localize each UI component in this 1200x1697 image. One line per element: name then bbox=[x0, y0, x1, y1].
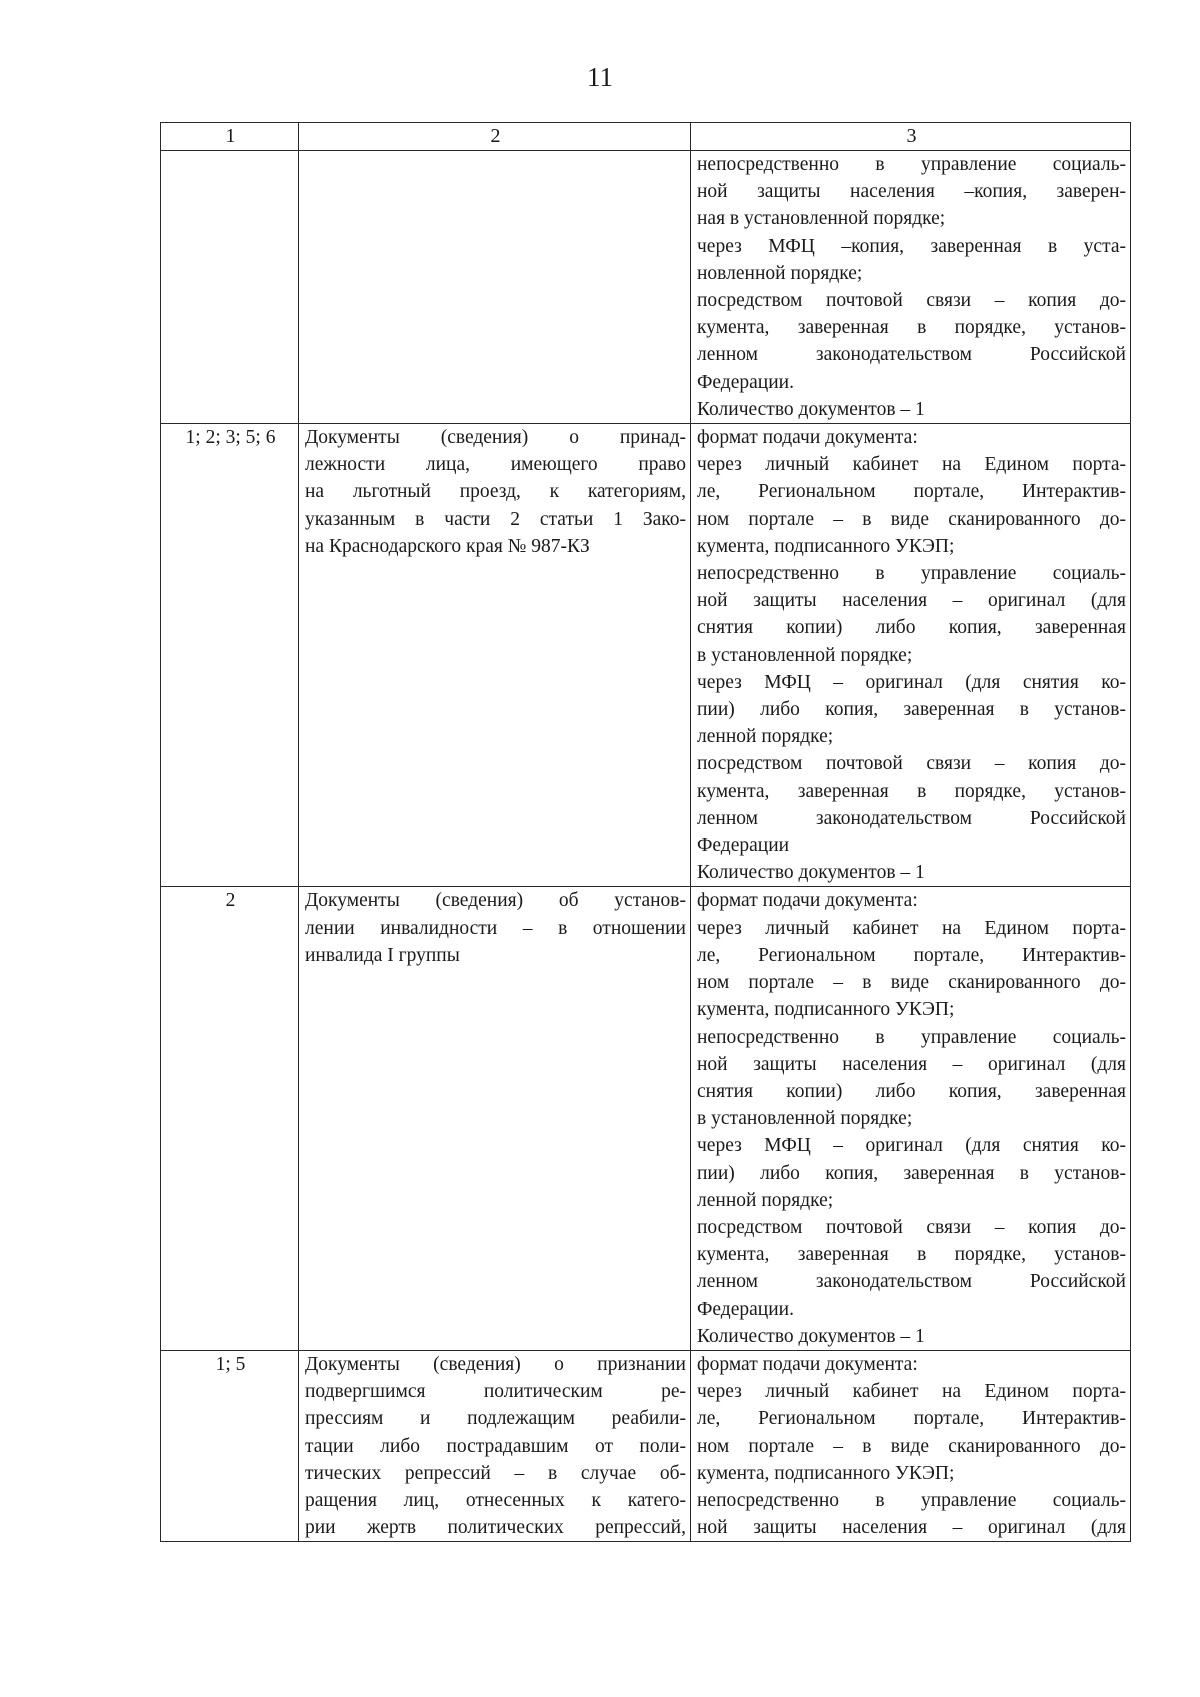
text-line: прессиям и подлежащим реабили- bbox=[305, 1408, 686, 1430]
text-line: пии) либо копия, заверенная в установ- bbox=[697, 699, 1126, 721]
page-number: 11 bbox=[587, 62, 613, 92]
text-line: через МФЦ –копия, заверенная в уста- bbox=[697, 235, 1126, 257]
text-line: Количество документов – 1 bbox=[697, 398, 925, 420]
header-cell-3: 3 bbox=[691, 123, 1131, 151]
row-number-cell bbox=[161, 151, 299, 424]
text-line: посредством почтовой связи – копия до- bbox=[697, 753, 1126, 775]
header-cell-1: 1 bbox=[161, 123, 299, 151]
text-line: тации либо пострадавшим от поли- bbox=[305, 1435, 686, 1457]
text-line: ном портале – в виде сканированного до- bbox=[697, 972, 1126, 994]
documents-table bbox=[160, 122, 1131, 1542]
text-line: непосредственно в управление социаль- bbox=[697, 1026, 1126, 1048]
text-line: через личный кабинет на Едином порта- bbox=[697, 454, 1126, 476]
text-line: ной защиты населения – оригинал (для bbox=[697, 590, 1126, 612]
text-line: кумента, подписанного УКЭП; bbox=[697, 999, 955, 1021]
text-line: ном портале – в виде сканированного до- bbox=[697, 508, 1126, 530]
text-line: кумента, заверенная в порядке, установ- bbox=[697, 780, 1126, 802]
text-line: Федерации. bbox=[697, 1298, 794, 1320]
text-line: через личный кабинет на Едином порта- bbox=[697, 1381, 1126, 1403]
text-line: ле, Региональном портале, Интерактив- bbox=[697, 481, 1126, 503]
document-name-cell bbox=[299, 424, 691, 887]
table-row bbox=[161, 1350, 1131, 1541]
text-line: ном портале – в виде сканированного до- bbox=[697, 1435, 1126, 1457]
submission-format-cell bbox=[691, 887, 1131, 1350]
text-line: кумента, заверенная в порядке, установ- bbox=[697, 317, 1126, 339]
text-line: в установленной порядке; bbox=[697, 1108, 913, 1130]
text-line: кумента, подписанного УКЭП; bbox=[697, 535, 955, 557]
text-line: ле, Региональном портале, Интерактив- bbox=[697, 1408, 1126, 1430]
table-body bbox=[161, 123, 1131, 1542]
text-line: Количество документов – 1 bbox=[697, 1325, 925, 1347]
text-line: Документы (сведения) об установ- bbox=[305, 890, 686, 912]
text-line: Документы (сведения) о признании bbox=[305, 1353, 686, 1375]
text-line: непосредственно в управление социаль- bbox=[697, 154, 1126, 175]
text-line: непосредственно в управление социаль- bbox=[697, 1489, 1126, 1511]
submission-format-cell bbox=[691, 151, 1131, 424]
text-line: в установленной порядке; bbox=[697, 644, 913, 666]
text-line: Количество документов – 1 bbox=[697, 862, 925, 884]
document-name-cell bbox=[299, 151, 691, 424]
text-line: лежности лица, имеющего право bbox=[305, 454, 686, 476]
text-line: посредством почтовой связи – копия до- bbox=[697, 1216, 1126, 1238]
text-line: новленной порядке; bbox=[697, 262, 863, 284]
row-number-cell: 1; 5 bbox=[161, 1350, 299, 1541]
document-name-cell bbox=[299, 1350, 691, 1541]
text-line: формат подачи документа: bbox=[697, 1353, 918, 1375]
text-line: кумента, заверенная в порядке, установ- bbox=[697, 1244, 1126, 1266]
text-line: кумента, подписанного УКЭП; bbox=[697, 1462, 955, 1484]
text-line: на Краснодарского края № 987-КЗ bbox=[305, 535, 590, 557]
text-line: на льготный проезд, к категориям, bbox=[305, 481, 686, 503]
text-line: указанным в части 2 статьи 1 Зако- bbox=[305, 508, 686, 530]
row-number-cell: 2 bbox=[161, 887, 299, 1350]
text-line: ленной порядке; bbox=[697, 1189, 834, 1211]
text-line: снятия копии) либо копия, заверенная bbox=[697, 1080, 1126, 1102]
table-row bbox=[161, 887, 1131, 1350]
text-line: ращения лиц, отнесенных к катего- bbox=[305, 1489, 686, 1511]
text-line: инвалида I группы bbox=[305, 944, 460, 966]
text-line: подвергшимся политическим ре- bbox=[305, 1381, 686, 1403]
table-header-row bbox=[161, 123, 1131, 151]
text-line: непосредственно в управление социаль- bbox=[697, 563, 1126, 585]
text-line: ленном законодательством Российской bbox=[697, 807, 1126, 829]
text-line: через МФЦ – оригинал (для снятия ко- bbox=[697, 1135, 1126, 1157]
submission-format-cell bbox=[691, 1350, 1131, 1541]
text-line: формат подачи документа: bbox=[697, 427, 918, 449]
text-line: ной защиты населения –копия, заверен- bbox=[697, 181, 1126, 203]
text-line: ле, Региональном портале, Интерактив- bbox=[697, 944, 1126, 966]
submission-format-cell bbox=[691, 424, 1131, 887]
text-line: снятия копии) либо копия, заверенная bbox=[697, 617, 1126, 639]
text-line: через личный кабинет на Едином порта- bbox=[697, 917, 1126, 939]
text-line: ленном законодательством Российской bbox=[697, 344, 1126, 366]
text-line: формат подачи документа: bbox=[697, 890, 918, 912]
text-line: лении инвалидности – в отношении bbox=[305, 917, 686, 939]
document-name-cell bbox=[299, 887, 691, 1350]
text-line: ленной порядке; bbox=[697, 726, 834, 748]
text-line: ной защиты населения – оригинал (для bbox=[697, 1053, 1126, 1075]
table-row bbox=[161, 424, 1131, 887]
text-line: через МФЦ – оригинал (для снятия ко- bbox=[697, 671, 1126, 693]
text-line: Федерации. bbox=[697, 371, 794, 393]
text-line: ленном законодательством Российской bbox=[697, 1271, 1126, 1293]
text-line: Федерации bbox=[697, 835, 790, 857]
text-line: пии) либо копия, заверенная в установ- bbox=[697, 1162, 1126, 1184]
text-line: ной защиты населения – оригинал (для bbox=[697, 1517, 1126, 1539]
text-line: посредством почтовой связи – копия до- bbox=[697, 290, 1126, 312]
text-line: тических репрессий – в случае об- bbox=[305, 1462, 686, 1484]
row-number-cell: 1; 2; 3; 5; 6 bbox=[161, 424, 299, 887]
text-line: рии жертв политических репрессий, bbox=[305, 1517, 686, 1539]
text-line: ная в установленной порядке; bbox=[697, 208, 946, 230]
header-cell-2: 2 bbox=[299, 123, 691, 151]
table-row bbox=[161, 151, 1131, 424]
text-line: Документы (сведения) о принад- bbox=[305, 427, 686, 449]
